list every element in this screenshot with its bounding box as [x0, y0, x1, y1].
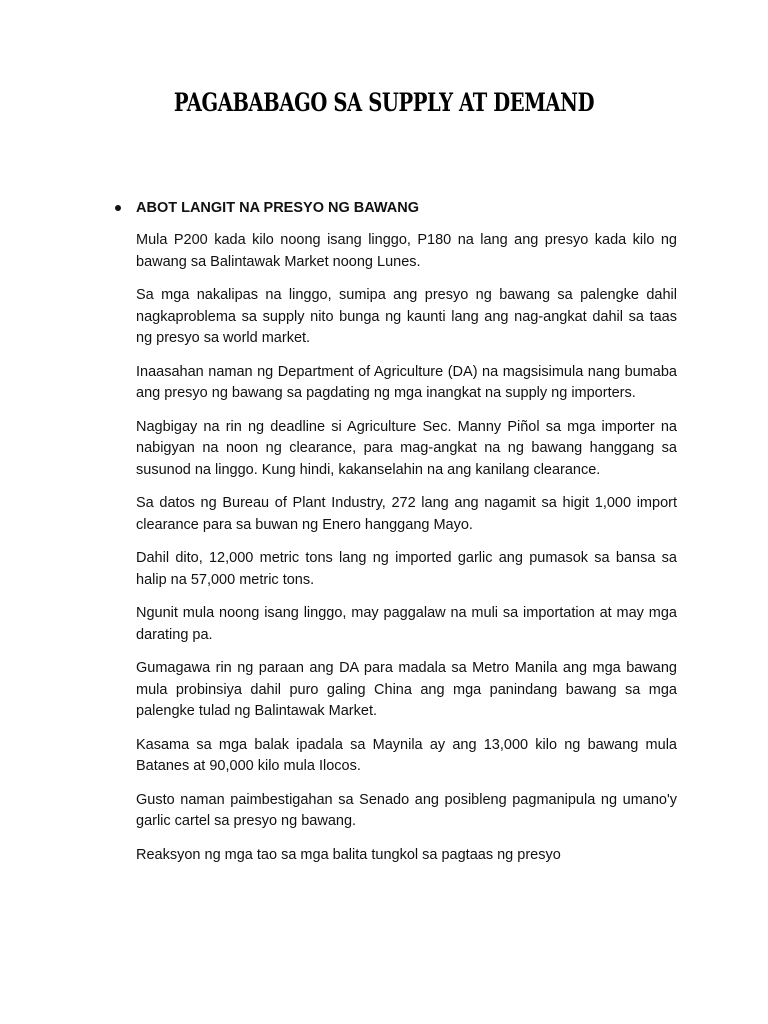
paragraph: Reaksyon ng mga tao sa mga balita tungkol sa pagtaas ng presyo — [136, 846, 561, 863]
page-title: PAGABABAGO SA SUPPLY AT DEMAND — [173, 88, 595, 117]
paragraph: Sa datos ng Bureau of Plant Industry, 272 lang ang nagamit sa higit 1,000 import clearance para sa buwan ng Enero hanggang Mayo. — [136, 495, 677, 533]
bullet-icon — [115, 205, 121, 211]
paragraph: Gusto naman paimbestigahan sa Senado ang posibleng pagmanipula ng umano'y garlic cartel sa presyo ng bawang. — [136, 791, 677, 829]
paragraph: Sa mga nakalipas na linggo, sumipa ang presyo ng bawang sa palengke dahil nagkaproblema sa supply nito bunga ng kaunti lang ang nag-angkat dahil sa taas ng presyo sa world market. — [136, 287, 677, 346]
paragraph: Inaasahan naman ng Department of Agriculture (DA) na magsisimula nang bumaba ang presyo ng bawang sa pagdating ng mga inangkat na supply ng importers. — [136, 363, 677, 401]
paragraph: Gumagawa rin ng paraan ang DA para madala sa Metro Manila ang mga bawang mula probinsiya dahil puro galing China ang mga panindang bawang sa mga palengke tulad ng Balintawak Market. — [136, 660, 677, 719]
paragraph: Ngunit mula noong isang linggo, may paggalaw na muli sa importation at may mga darating pa. — [136, 605, 677, 643]
paragraph: Nagbigay na rin ng deadline si Agriculture Sec. Manny Piñol sa mga importer na nabigyan na noon ng clearance, para mag-angkat na ng bawang hanggang sa susunod na linggo. Kung hindi, kakanselahin na ang kanilang clearance. — [136, 418, 677, 478]
bullet-item — [112, 197, 672, 219]
paragraph: Dahil dito, 12,000 metric tons lang ng imported garlic ang pumasok sa bansa sa halip na 57,000 metric tons. — [136, 550, 677, 588]
bullet-heading: ABOT LANGIT NA PRESYO NG BAWANG — [136, 200, 420, 216]
paragraph: Kasama sa mga balak ipadala sa Maynila ay ang 13,000 kilo ng bawang mula Batanes at 90,000 kilo mula Ilocos. — [136, 736, 677, 774]
paragraph: Mula P200 kada kilo noong isang linggo, P180 na lang ang presyo kada kilo ng bawang sa Balintawak Market noong Lunes. — [136, 232, 677, 270]
article-body — [136, 230, 677, 878]
